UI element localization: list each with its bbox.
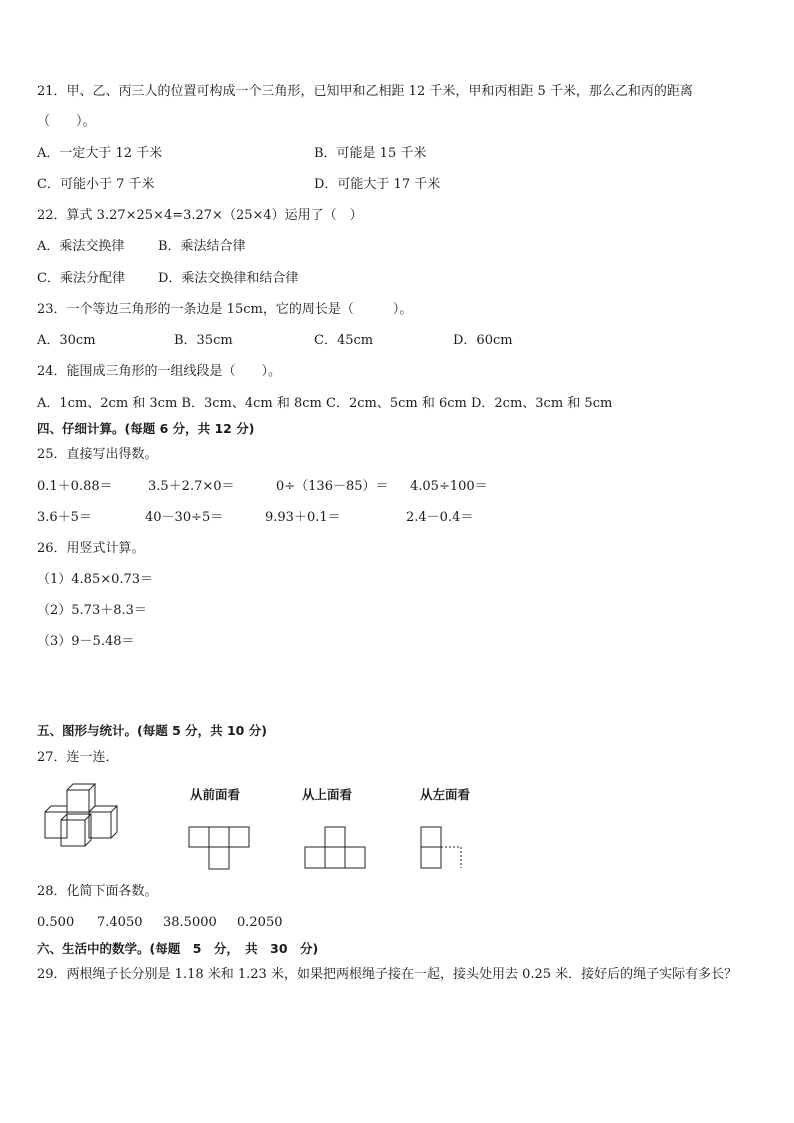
section-5-title: 五、图形与统计。(每题 5 分，共 10 分)	[37, 723, 267, 738]
calc-item: 0÷（136－85）＝	[276, 479, 389, 494]
question-21-option-d: D．可能大于 17 千米	[314, 177, 441, 192]
view-label-left: 从左面看	[420, 787, 471, 802]
question-24-options: A．1cm、2cm 和 3cm B．3cm、4cm 和 8cm C．2cm、5cm 和 6cm D．2cm、3cm 和 5cm	[37, 396, 613, 411]
question-21-blank: （ ）。	[37, 114, 96, 129]
calc-item: 9.93＋0.1＝	[265, 510, 341, 525]
question-29-stem: 29．两根绳子长分别是 1.18 米和 1.23 米，如果把两根绳子接在一起，接头处用去 0.25 米．接好后的绳子实际有多长？	[37, 967, 738, 982]
question-22-option-c: C．乘法分配律	[37, 271, 125, 286]
question-21-option-c: C．可能小于 7 千米	[37, 177, 155, 192]
view-label-front: 从前面看	[190, 787, 241, 802]
question-28-stem: 28．化简下面各数。	[37, 884, 158, 899]
question-21-option-b: B．可能是 15 千米	[314, 146, 427, 161]
vertical-calc-item: （3）9－5.48＝	[37, 634, 135, 649]
section-6-title: 六、生活中的数学。(每题 5 分， 共 30 分)	[37, 941, 319, 956]
view-shape-column	[420, 826, 466, 872]
question-26-stem: 26．用竖式计算。	[37, 541, 145, 556]
calc-item: 3.5＋2.7×0＝	[148, 479, 235, 494]
question-25-stem: 25．直接写出得数。	[37, 447, 158, 462]
view-shape-t	[188, 826, 252, 872]
view-label-top: 从上面看	[302, 787, 353, 802]
question-21-option-a: A．一定大于 12 千米	[37, 146, 163, 161]
number-item: 38.5000	[163, 915, 217, 930]
question-24-stem: 24．能围成三角形的一组线段是（ ）。	[37, 364, 282, 379]
vertical-calc-item: （2）5.73＋8.3＝	[37, 603, 147, 618]
question-23-option-c: C．45cm	[314, 333, 374, 348]
question-22-option-d: D．乘法交换律和结合律	[158, 271, 299, 286]
number-item: 0.2050	[237, 915, 283, 930]
question-23-option-b: B．35cm	[174, 333, 233, 348]
question-22-stem: 22．算式 3.27×25×4=3.27×（25×4）运用了（ ）	[37, 208, 363, 223]
calc-item: 4.05÷100＝	[410, 479, 488, 494]
question-23-option-d: D．60cm	[453, 333, 513, 348]
number-item: 0.500	[37, 915, 75, 930]
question-23-stem: 23．一个等边三角形的一条边是 15cm，它的周长是（ ）。	[37, 302, 413, 317]
calc-item: 3.6＋5＝	[37, 510, 92, 525]
calc-item: 40－30÷5＝	[145, 510, 224, 525]
cube-arrangement-figure	[40, 780, 140, 852]
question-22-option-b: B．乘法结合律	[158, 239, 246, 254]
calc-item: 0.1＋0.88＝	[37, 479, 113, 494]
calc-item: 2.4－0.4＝	[406, 510, 474, 525]
question-27-stem: 27．连一连．	[37, 750, 119, 765]
section-4-title: 四、仔细计算。(每题 6 分，共 12 分)	[37, 421, 255, 436]
question-21-stem: 21．甲、乙、丙三人的位置可构成一个三角形，已知甲和乙相距 12 千米，甲和丙相距 5 千米，那么乙和丙的距离	[37, 84, 693, 99]
question-23-option-a: A．30cm	[37, 333, 96, 348]
number-item: 7.4050	[97, 915, 143, 930]
view-shape-inverted-t	[304, 826, 368, 872]
vertical-calc-item: （1）4.85×0.73＝	[37, 572, 154, 587]
question-22-option-a: A．乘法交换律	[37, 239, 125, 254]
